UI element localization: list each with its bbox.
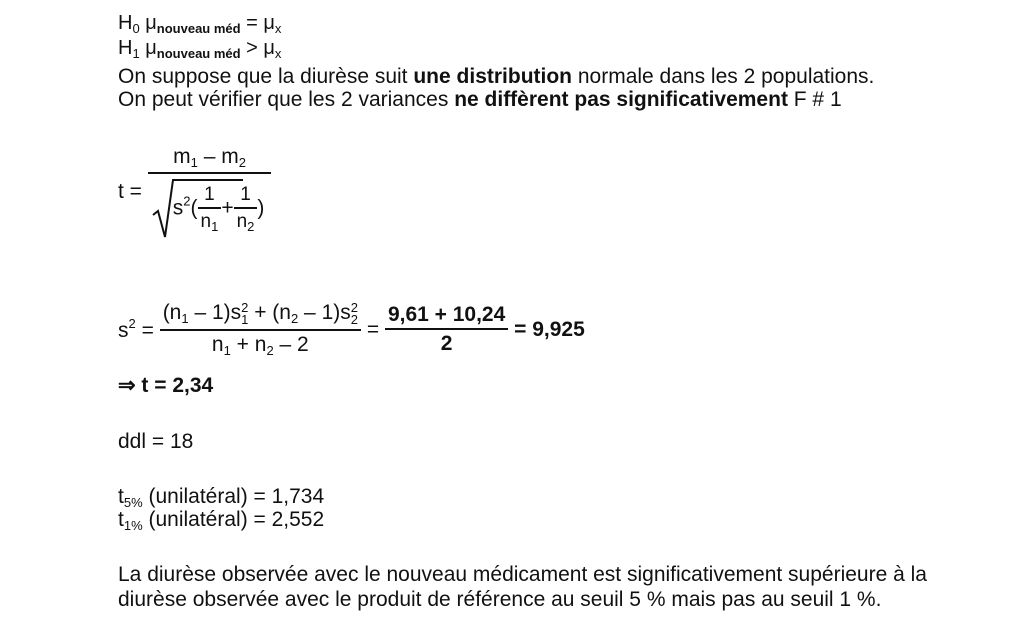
t-inner-n2-sub: 2 [247,219,255,234]
assumption-1-text-b: normale dans les 2 populations. [572,65,875,88]
s2-lhs [118,316,154,343]
s2-num-b: – 1)s [188,301,242,324]
t-m1-sub: 1 [190,155,198,170]
t-m1: m [173,145,191,168]
s2-num-c: + (n [248,301,291,324]
assumption-variances [118,89,842,110]
critical-t5 [118,486,324,509]
h0-index: 0 [132,21,140,36]
s2-num-d-scripts [351,302,358,325]
t5-sub: 5% [123,495,143,510]
h1-relation: > [246,37,258,59]
s2-den-a: n [211,332,224,356]
h1-index: 1 [132,46,140,61]
t-inner-num-1: 1 [198,185,222,209]
t1-t: t [118,508,124,531]
s2-eq-1: = [141,319,154,343]
t-minus: – [197,145,222,168]
s2-numerator [160,302,361,331]
h0-rhs-sub: x [274,21,282,36]
t-fraction [148,146,272,237]
t-inner-n1: n [200,211,212,232]
t5-t: t [118,485,124,508]
s2-numeric-fraction [385,304,508,354]
h0-relation: = [246,12,258,34]
s2-num-b-sup: 2 [241,300,249,316]
s2-numeric-den: 2 [440,332,453,356]
t-inner-n2: n [236,211,248,232]
h1-label: H [118,37,133,59]
t-inner-n1-sub: 1 [211,219,219,234]
s2-den-a-sub: 1 [223,342,231,358]
h1-mu: μ [145,37,157,59]
s2-num-a-sub: 1 [181,311,189,326]
h1-rhs-mu: μ [263,37,275,59]
t-inner-plus: + [221,196,234,220]
s2-num-a: (n [162,301,182,324]
s2-lhs-s: s [118,319,129,343]
h1-mu-sub: nouveau méd [156,46,241,61]
t-s: s [172,196,184,220]
s2-num-c-sub: 2 [290,311,299,326]
h0-rhs-mu: μ [263,12,275,34]
h1-rhs-sub: x [274,46,282,61]
t-lhs: t = [118,180,142,203]
s2-formula [118,302,585,357]
t-paren-open: ( [190,196,198,220]
conclusion-line-2: diurèse observée avec le produit de référence au seuil 5 % mais pas au seuil 1 %. [118,588,882,611]
assumption-2-bold: ne diffèrent pas significativement [454,88,788,111]
h0-label: H [118,12,133,34]
sqrt-sign-icon [151,177,243,241]
t1-sub: 1% [123,518,143,533]
s2-eq-2: = [366,317,380,341]
s2-denominator [160,331,361,357]
t-formula [118,146,271,237]
h0-mu: μ [145,12,157,34]
t-m2-sub: 2 [238,155,246,170]
t-s-sup: 2 [183,193,191,209]
t-inner-num-2: 1 [234,185,258,209]
degrees-of-freedom: ddl = 18 [118,430,194,453]
t-paren-close: ) [257,196,265,220]
assumption-1-text-a: On suppose que la diurèse suit [118,65,414,88]
s2-num-d-sub: 2 [350,312,358,327]
t-m2: m [221,145,239,168]
hypothesis-h1 [118,38,281,60]
s2-lhs-sup: 2 [128,316,136,332]
s2-fraction [160,302,361,357]
h0-mu-sub: nouveau méd [156,21,241,36]
s2-result: = 9,925 [514,317,585,341]
hypothesis-h0 [118,13,281,35]
s2-den-b-sub: 2 [266,342,274,358]
t1-rest: (unilatéral) = 2,552 [142,508,325,531]
assumption-2-text-b: F # 1 [787,88,842,111]
s2-den-b: + n [230,332,267,356]
conclusion-line-1: La diurèse observée avec le nouveau médicament est significativement supérieure à la [118,563,927,586]
s2-den-c: – 2 [273,332,309,356]
assumption-normality [118,66,874,87]
t-value: ⇒ t = 2,34 [118,374,214,397]
critical-t1 [118,509,324,532]
s2-numeric-num: 9,61 + 10,24 [385,304,508,330]
s2-num-b-sub: 1 [241,312,249,327]
s2-num-d: – 1)s [298,301,351,324]
assumption-1-bold: une distribution [413,65,573,88]
sqrt-expression [151,177,269,237]
s2-num-d-sup: 2 [350,300,358,316]
t5-rest: (unilatéral) = 1,734 [142,485,325,508]
assumption-2-text-a: On peut vérifier que les 2 variances [118,88,455,111]
t-denominator [148,174,272,237]
t-numerator [148,146,272,174]
